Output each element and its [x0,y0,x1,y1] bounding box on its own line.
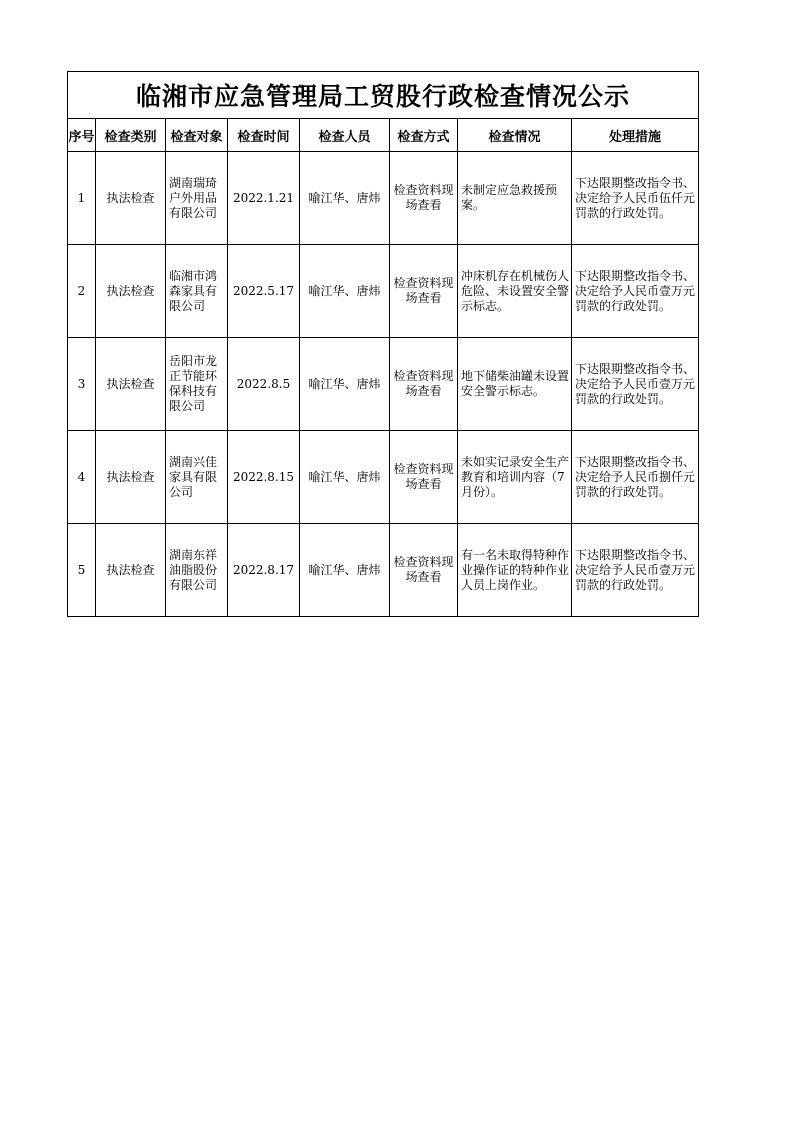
cell-measure [572,245,699,338]
cell-measure [572,152,699,245]
cell-finding: 未如实记录安全生产教育和培训内容（7 月份）。 [458,431,572,524]
cell-finding: 未制定应急救援预案。 [458,152,572,245]
cell-target: 岳阳市龙正节能环保科技有限公司 [166,338,228,431]
cell-category: 执法检查 [96,338,166,431]
table-row [68,245,699,338]
table-row [68,152,699,245]
table-row [68,524,699,617]
cell-category: 执法检查 [96,152,166,245]
cell-method: 检查资料现场查看 [390,245,458,338]
cell-inspectors: 喻江华、唐炜 [300,338,390,431]
cell-category: 执法检查 [96,245,166,338]
header-target: 检查对象 [166,119,228,152]
cell-date: 2022.5.17 [228,245,300,338]
cell-method: 检查资料现场查看 [390,338,458,431]
inspection-sheet [67,71,698,617]
cell-date: 2022.8.17 [228,524,300,617]
cell-no: 4 [68,431,96,524]
cell-target: 湖南瑞琦户外用品有限公司 [166,152,228,245]
cell-measure [572,524,699,617]
cell-category: 执法检查 [96,431,166,524]
table-row [68,338,699,431]
cell-target: 湖南东祥油脂股份有限公司 [166,524,228,617]
header-finding: 检查情况 [458,119,572,152]
cell-inspectors: 喻江华、唐炜 [300,245,390,338]
header-measure: 处理措施 [572,119,699,152]
cell-inspectors: 喻江华、唐炜 [300,152,390,245]
cell-finding: 冲床机存在机械伤人危险、未设置安全警示标志。 [458,245,572,338]
measure-line-1: 下达限期整改指令书、 [575,268,696,283]
cell-measure [572,338,699,431]
cell-measure [572,431,699,524]
cell-method: 检查资料现场查看 [390,431,458,524]
cell-date: 2022.8.15 [228,431,300,524]
cell-inspectors: 喻江华、唐炜 [300,524,390,617]
header-method: 检查方式 [390,119,458,152]
measure-line-2: 决定给予人民币壹万元罚款的行政处罚。 [575,376,696,406]
measure-line-1: 下达限期整改指令书、 [575,547,696,562]
page-title: 临湘市应急管理局工贸股行政检查情况公示 [68,72,699,119]
measure-line-2: 决定给予人民币伍仟元罚款的行政处罚。 [575,190,696,220]
cell-target: 临湘市鸿森家具有限公司 [166,245,228,338]
cell-date: 2022.8.5 [228,338,300,431]
cell-method: 检查资料现场查看 [390,152,458,245]
cell-date: 2022.1.21 [228,152,300,245]
header-inspectors: 检查人员 [300,119,390,152]
cell-target: 湖南兴佳家具有限公司 [166,431,228,524]
cell-inspectors: 喻江华、唐炜 [300,431,390,524]
cell-finding: 有一名未取得特种作业操作证的特种作业人员上岗作业。 [458,524,572,617]
measure-line-1: 下达限期整改指令书、 [575,454,696,469]
table-row [68,431,699,524]
inspection-table [67,71,699,617]
cell-no: 3 [68,338,96,431]
cell-no: 5 [68,524,96,617]
measure-line-2: 决定给予人民币壹万元罚款的行政处罚。 [575,283,696,313]
table-header-row [68,119,699,152]
measure-line-2: 决定给予人民币捌仟元罚款的行政处罚。 [575,469,696,499]
measure-line-1: 下达限期整改指令书、 [575,361,696,376]
cell-category: 执法检查 [96,524,166,617]
cell-no: 1 [68,152,96,245]
measure-line-2: 决定给予人民币壹万元罚款的行政处罚。 [575,562,696,592]
header-date: 检查时间 [228,119,300,152]
cell-finding: 地下储柴油罐未设置安全警示标志。 [458,338,572,431]
header-category: 检查类别 [96,119,166,152]
cell-method: 检查资料现场查看 [390,524,458,617]
measure-line-1: 下达限期整改指令书、 [575,175,696,190]
header-no: 序号 [68,119,96,152]
cell-no: 2 [68,245,96,338]
